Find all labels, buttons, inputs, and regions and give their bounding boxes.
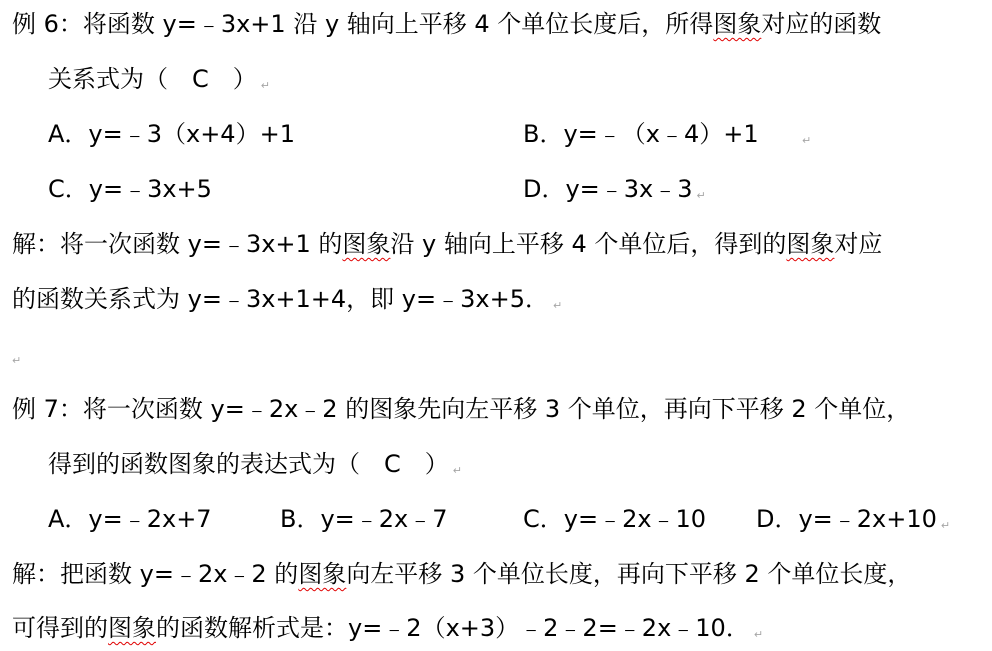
ex6-solution-text-mid: 沿 y 轴向上平移 4 个单位后，得到的 — [390, 230, 787, 258]
ex6-options-row2 — [48, 173, 948, 205]
paragraph-mark-icon: ↵ — [753, 628, 764, 641]
paragraph-mark-icon: ↵ — [452, 464, 462, 477]
ex6-question-line2 — [48, 63, 270, 95]
ex7-option-a: A．y=﹣2x+7 — [48, 505, 212, 533]
paragraph-mark-icon: ↵ — [802, 134, 812, 147]
ex7-question-line1 — [12, 393, 910, 425]
paragraph-mark-icon: ↵ — [552, 299, 563, 312]
paragraph-mark-icon: ↵ — [940, 519, 951, 532]
ex6-option-c: C．y=﹣3x+5 — [48, 175, 212, 203]
ex6-solution-result: 的函数关系式为 y=﹣3x+1+4，即 y=﹣3x+5． — [12, 285, 549, 313]
ex7-option-b: B．y=﹣2x﹣7 — [280, 505, 448, 533]
ex7-question-text: 例 7：将一次函数 y=﹣2x﹣2 的图象先向左平移 3 个单位，再向下平移 2 个单位， — [12, 395, 911, 423]
ex6-solution-text: 解：将一次函数 y=﹣3x+1 的 — [12, 230, 343, 258]
ex6-question-text-end: 对应的函数 — [761, 10, 882, 38]
ex6-question-text: 例 6：将函数 y=﹣3x+1 沿 y 轴向上平移 4 个单位长度后，所得 — [12, 10, 714, 38]
ex6-solution-spellcheck-word: 图象 — [342, 230, 391, 258]
ex7-options-row — [48, 503, 951, 535]
ex7-option-c: C．y=﹣2x﹣10 — [523, 505, 707, 533]
ex7-option-d: D．y=﹣2x+10 ↵ — [756, 505, 951, 533]
ex6-options-row1 — [48, 118, 948, 150]
ex6-option-a: A．y=﹣3（x+4）+1 — [48, 120, 295, 148]
paragraph-mark-icon: ↵ — [696, 189, 706, 202]
ex7-solution-result: 的函数解析式是：y=﹣2（x+3）﹣2﹣2=﹣2x﹣10． — [156, 614, 750, 642]
ex7-solution-line2 — [12, 612, 763, 644]
ex7-solution-text-2: 可得到的 — [12, 614, 108, 642]
ex7-solution-text: 解：把函数 y=﹣2x﹣2 的 — [12, 560, 299, 588]
ex7-question-answer-stem: 得到的函数图象的表达式为（ C ） — [48, 450, 449, 478]
ex6-solution-spellcheck-word-2: 图象 — [786, 230, 835, 258]
ex6-solution-line1 — [12, 228, 882, 260]
ex6-question-answer-stem: 关系式为（ C ） — [48, 65, 257, 93]
paragraph-mark-icon: ↵ — [260, 79, 270, 92]
paragraph-mark-icon: ↵ — [12, 354, 22, 367]
ex7-question-line2 — [48, 448, 462, 480]
ex6-solution-text-end: 对应 — [834, 230, 883, 258]
ex6-solution-line2 — [12, 283, 562, 315]
ex7-solution-text-end: 向左平移 3 个单位长度，再向下平移 2 个单位长度， — [346, 560, 912, 588]
ex7-solution-spellcheck-word-2: 图象 — [108, 614, 156, 642]
ex6-option-d: D．y=﹣3x﹣3 ↵ — [523, 175, 706, 203]
ex7-solution-line1 — [12, 558, 911, 590]
ex7-solution-spellcheck-word: 图象 — [298, 560, 347, 588]
empty-paragraph — [12, 338, 21, 370]
ex6-question-line1 — [12, 8, 881, 40]
ex6-option-b: B．y=﹣（x﹣4）+1 — [523, 120, 759, 148]
ex6-question-spellcheck-word: 图象 — [713, 10, 762, 38]
